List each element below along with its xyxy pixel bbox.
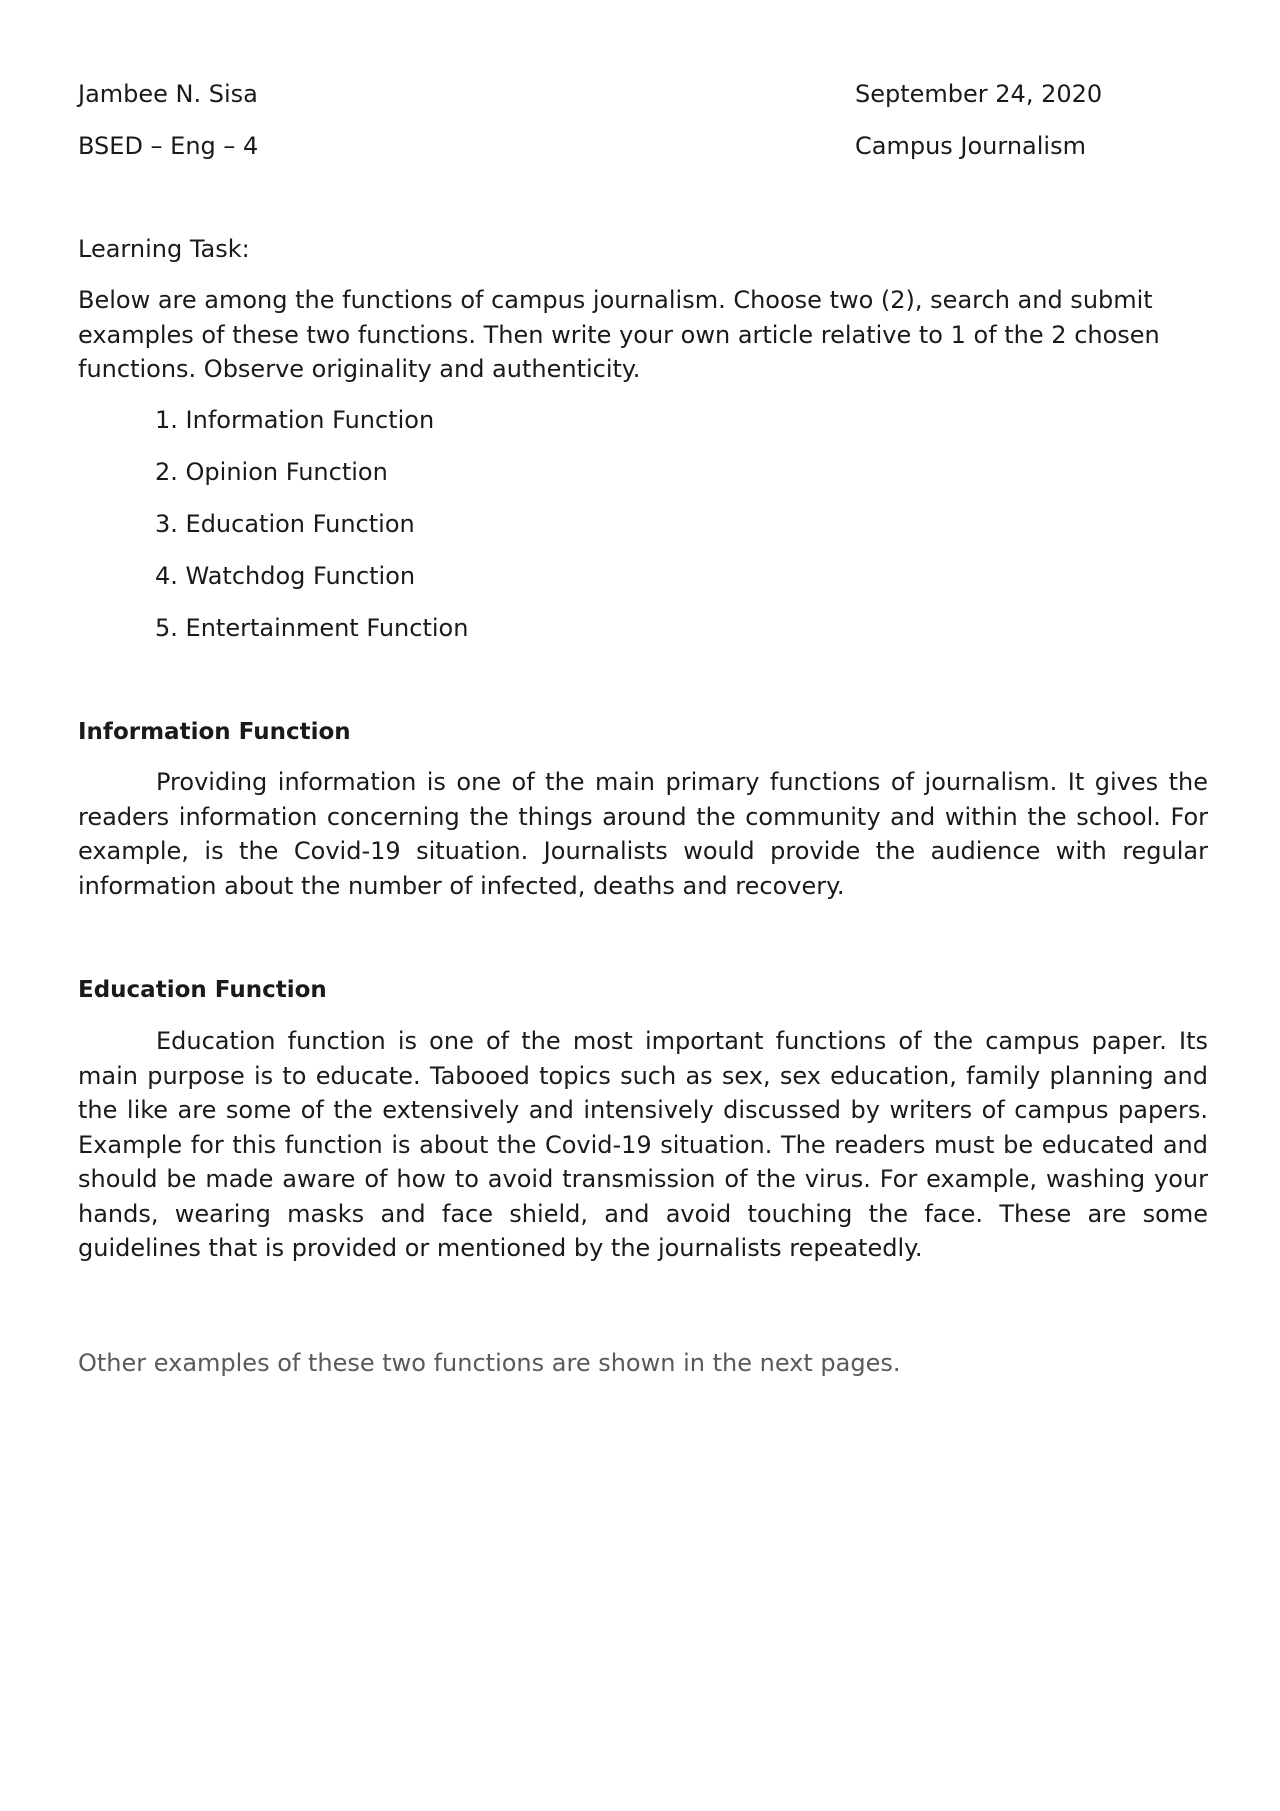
list-item: 4. Watchdog Function <box>155 562 416 590</box>
list-item: 2. Opinion Function <box>155 458 388 486</box>
document-date: September 24, 2020 <box>855 80 1103 108</box>
course-section: BSED – Eng – 4 <box>78 132 259 160</box>
information-function-paragraph: Providing information is one of the main primary functions of journalism. It gives the readers information concerning the things around the community and within the school. For example, is the Covid-19 situation. Journalists would provide the audience with regular information about the number of infected, deaths and recovery. <box>78 768 1208 900</box>
learning-task-label: Learning Task: <box>78 235 250 263</box>
list-item: 3. Education Function <box>155 510 415 538</box>
subject-name: Campus Journalism <box>855 132 1086 160</box>
information-function-heading: Information Function <box>78 719 351 745</box>
task-instructions: Below are among the functions of campus journalism. Choose two (2), search and submit examples of these two functions. Then write your own article relative to 1 of the 2 chosen functions. Observe originality and authenticity. <box>78 286 1160 383</box>
education-function-heading: Education Function <box>78 977 327 1003</box>
education-function-paragraph: Education function is one of the most important functions of the campus paper. Its main purpose is to educate. Tabooed topics such as sex, sex education, family planning and the like are some of the extensively and intensively discussed by writers of campus papers. Example for this function is about the Covid-19 situation. The readers must be educated and should be made aware of how to avoid transmission of the virus. For example, washing your hands, wearing masks and face shield, and avoid touching the face. These are some guidelines that is provided or mentioned by the journalists repeatedly. <box>78 1027 1208 1262</box>
list-item: 1. Information Function <box>155 406 435 434</box>
functions-list <box>155 403 468 663</box>
author-name: Jambee N. Sisa <box>78 80 258 108</box>
closing-note: Other examples of these two functions are shown in the next pages. <box>78 1349 901 1377</box>
list-item: 5. Entertainment Function <box>155 614 469 642</box>
